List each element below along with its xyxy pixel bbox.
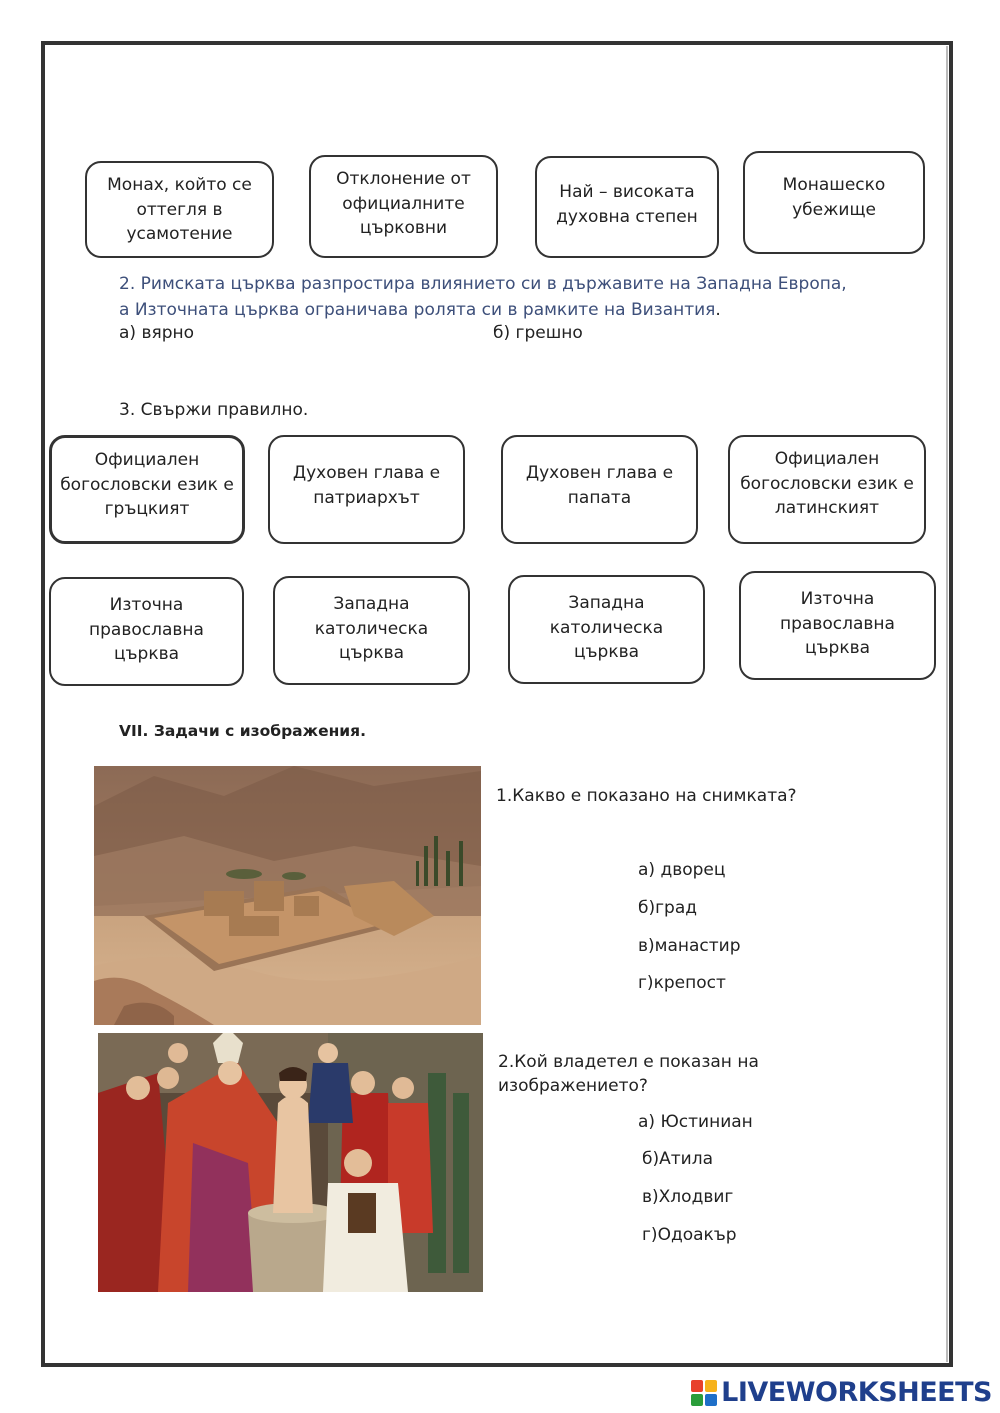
baptism-painting: [98, 1033, 483, 1292]
definition-box-4[interactable]: Монашеско убежище: [743, 151, 925, 254]
section7-title: VII. Задачи с изображения.: [119, 722, 366, 740]
q2-question: [498, 1050, 759, 1098]
q1-question: 1.Какво е показано на снимката?: [496, 786, 797, 806]
q2-option-c[interactable]: в)Хлодвиг: [642, 1187, 734, 1207]
definition-box-3[interactable]: Най – високата духовна степен: [535, 156, 719, 258]
q2-question-line2: изображението?: [498, 1076, 648, 1096]
task2-option-true[interactable]: а) вярно: [119, 323, 195, 343]
q2-option-a[interactable]: а) Юстиниан: [638, 1112, 753, 1132]
task2-statement-end: .: [715, 300, 721, 320]
match-bottom-box-1[interactable]: Източна православна църква: [49, 577, 244, 686]
task2-option-false[interactable]: б) грешно: [493, 323, 583, 343]
q1-option-d[interactable]: г)крепост: [638, 973, 726, 993]
match-top-box-4[interactable]: Официален богословски език е латинският: [728, 435, 926, 544]
task3-title: 3. Свържи правилно.: [119, 400, 309, 420]
q1-option-b[interactable]: б)град: [638, 898, 698, 918]
match-bottom-box-3[interactable]: Западна католическа църква: [508, 575, 705, 684]
q1-option-c[interactable]: в)манастир: [638, 936, 741, 956]
match-top-box-1[interactable]: Официален богословски език е гръцкият: [49, 435, 245, 544]
match-bottom-box-4[interactable]: Източна православна църква: [739, 571, 936, 680]
match-top-box-3[interactable]: Духовен глава е папата: [501, 435, 698, 544]
match-bottom-box-2[interactable]: Западна католическа църква: [273, 576, 470, 685]
liveworksheets-brand[interactable]: [691, 1377, 992, 1408]
liveworksheets-logo-icon: [691, 1380, 717, 1406]
task2-statement: [119, 271, 847, 323]
q1-option-a[interactable]: а) дворец: [638, 860, 726, 880]
match-top-box-2[interactable]: Духовен глава е патриархът: [268, 435, 465, 544]
monastery-photo: [94, 766, 481, 1025]
task2-number: 2.: [119, 274, 136, 294]
definition-box-1[interactable]: Монах, който се оттегля в усамотение: [85, 161, 274, 258]
task2-statement-line2: а Източната църква ограничава ролята си в рамките на Византия: [119, 300, 716, 320]
q2-option-d[interactable]: г)Одоакър: [642, 1225, 737, 1245]
q2-question-line1: 2.Кой владетел е показан на: [498, 1052, 759, 1072]
brand-name: LIVEWORKSHEETS: [721, 1377, 992, 1408]
task2-statement-line1: Римската църква разпростира влиянието си в държавите на Западна Европа,: [140, 274, 847, 294]
q2-option-b[interactable]: б)Атила: [642, 1149, 713, 1169]
definition-box-2[interactable]: Отклонение от официалните църковни: [309, 155, 498, 258]
